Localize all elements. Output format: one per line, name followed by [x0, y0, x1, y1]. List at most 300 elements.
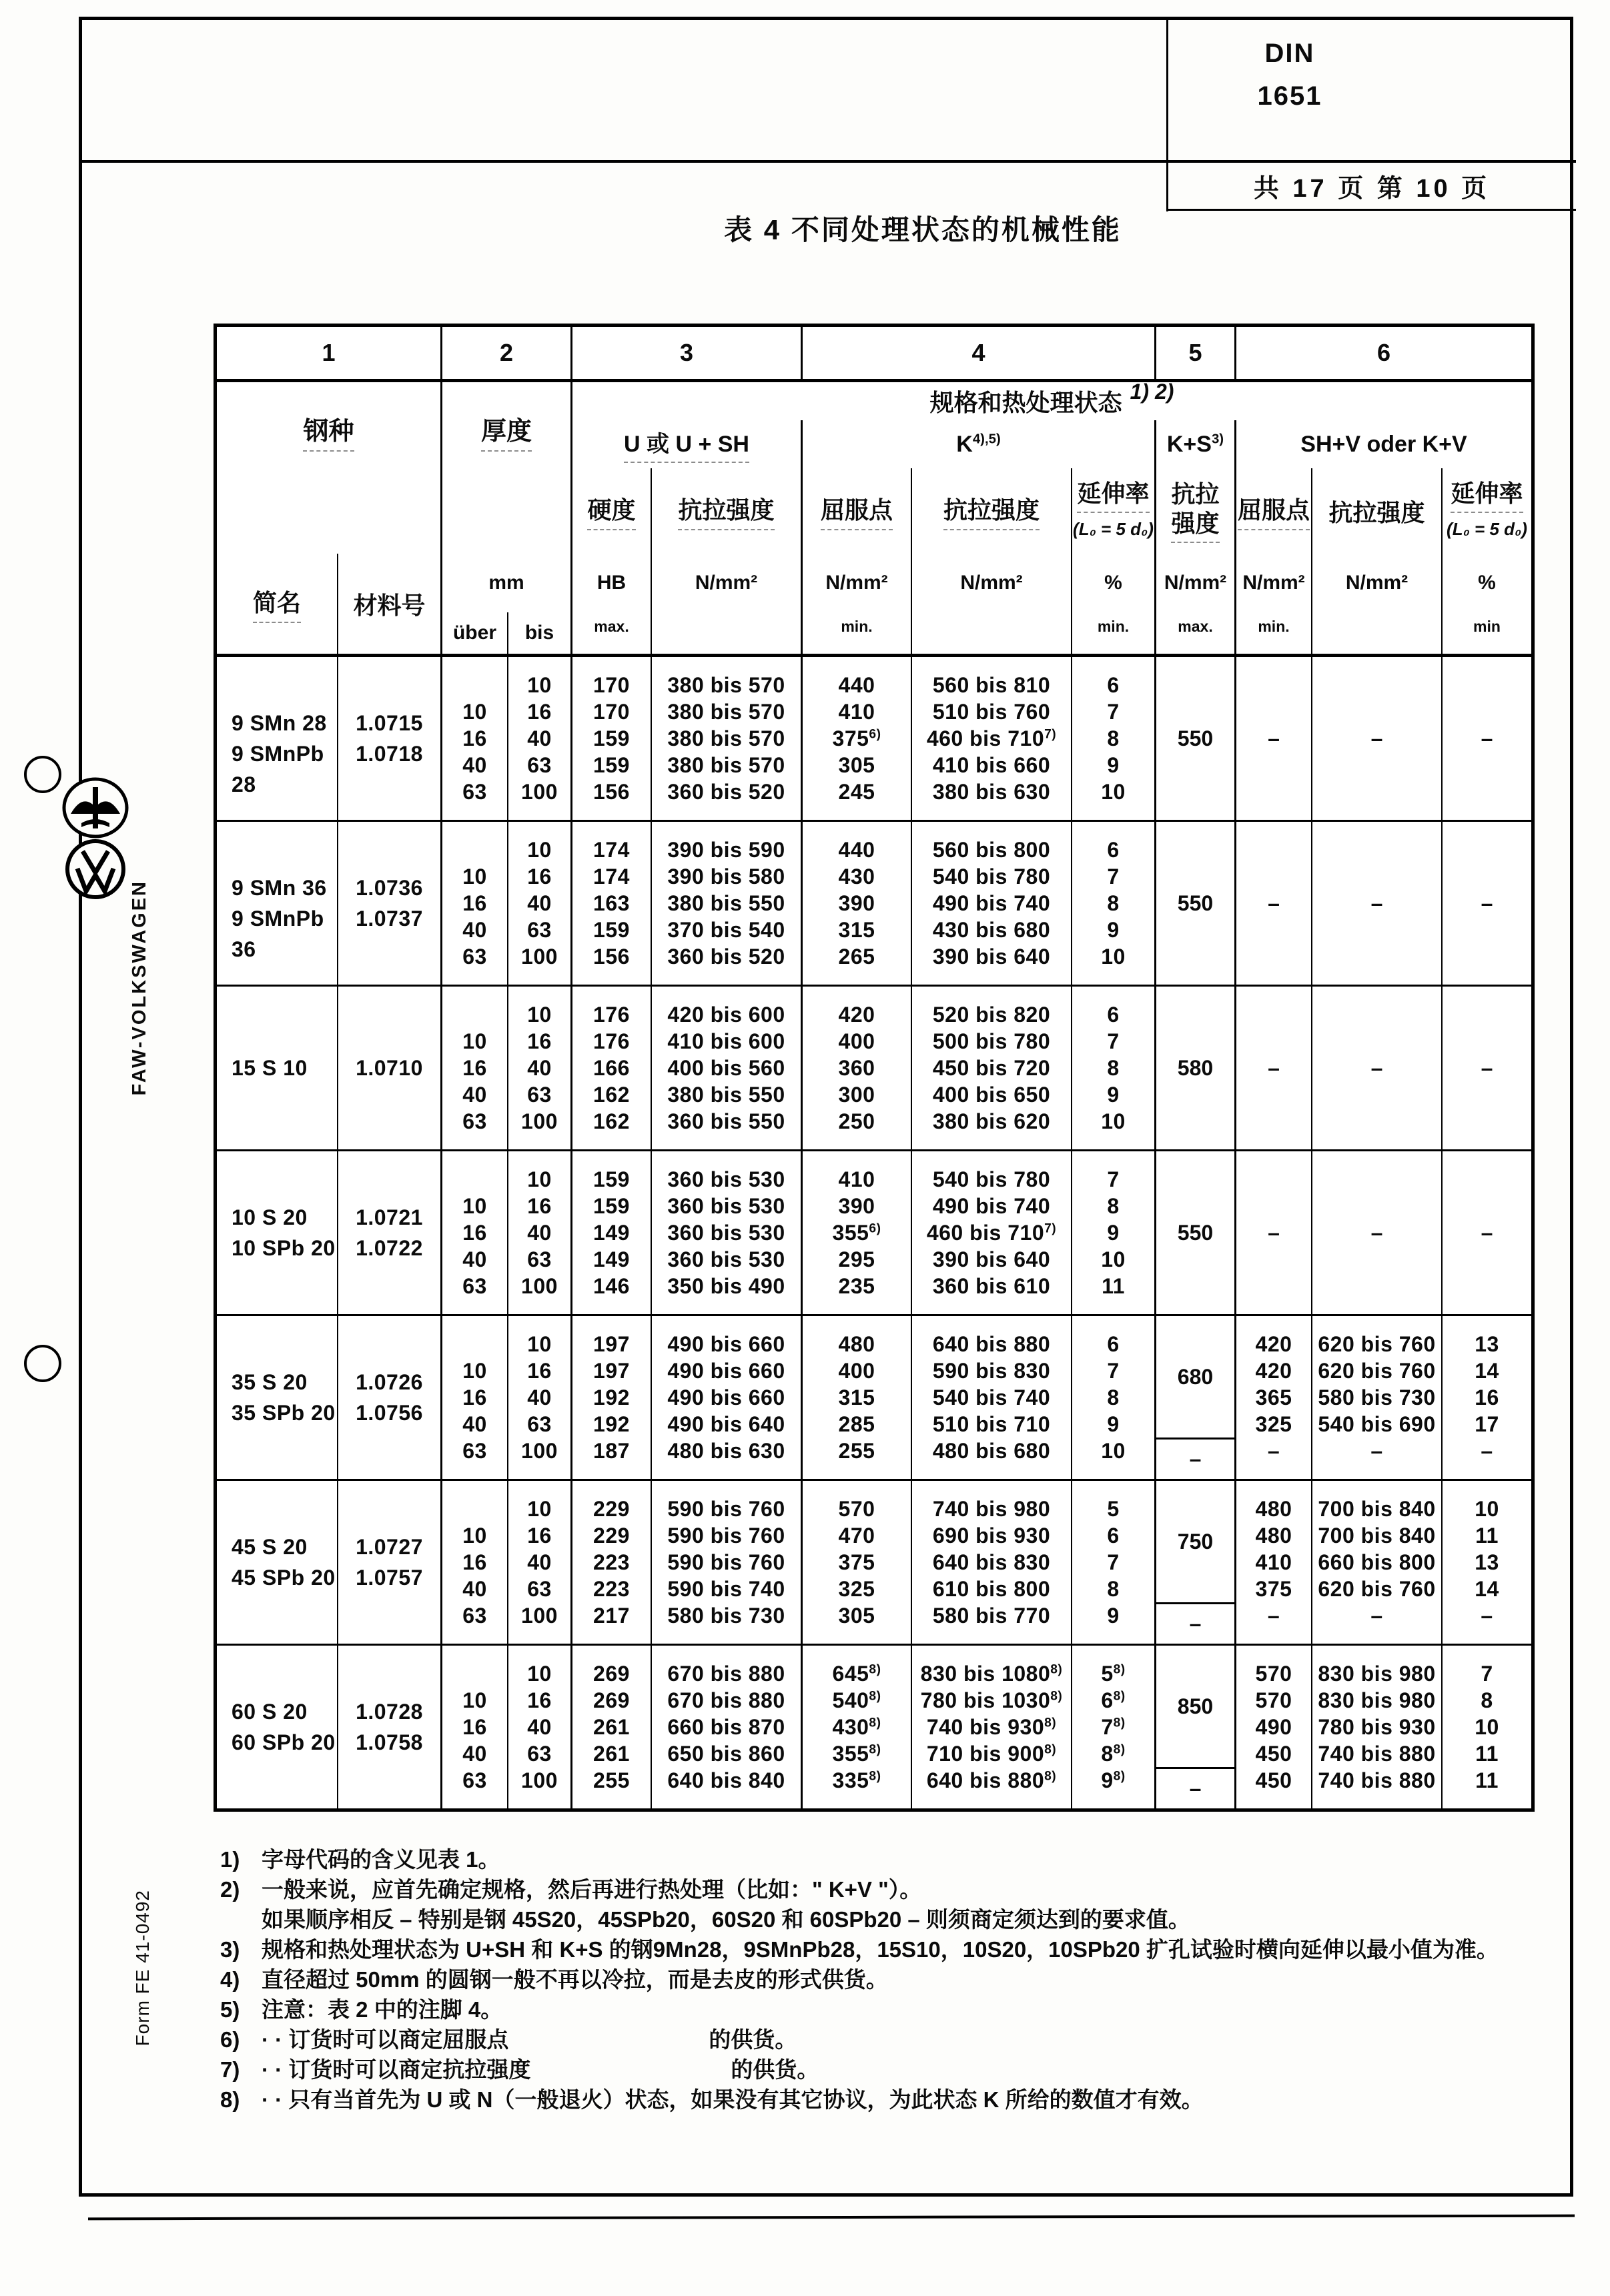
tensile-u-value: 360 bis 530	[667, 1247, 785, 1271]
tensile-k-value: 780 bis 1030$^{8)}$	[920, 1688, 1063, 1712]
bis-value: 16	[527, 1688, 552, 1712]
unit-hb: HB	[570, 554, 651, 612]
ks-tensile-value: 750	[1156, 1481, 1234, 1604]
uber-value: 16	[462, 1056, 487, 1080]
bis-cell	[507, 1316, 570, 1479]
material-no-cell	[337, 1151, 440, 1314]
uber-value	[442, 672, 507, 698]
yield-shv-value: 365	[1255, 1385, 1292, 1409]
uber-cell	[440, 1316, 507, 1479]
unit-pct: %	[1441, 554, 1531, 612]
col-number: 2	[440, 327, 570, 379]
elongation-k-value: 6$^{8)}$	[1101, 1688, 1126, 1712]
header-steel-type: 钢种	[217, 379, 440, 554]
rm_u-cell	[651, 1316, 801, 1479]
hb-cell	[570, 1316, 651, 1479]
rm_u-cell	[651, 1646, 801, 1808]
hardness-value: 156	[593, 780, 630, 804]
yield-k-value: 245	[838, 780, 875, 804]
elongation-k-value: 6	[1107, 838, 1120, 862]
tensile-u-value: 490 bis 660	[667, 1332, 785, 1356]
tensile-u-value: 350 bis 490	[667, 1274, 785, 1298]
unit-mm: mm	[440, 554, 570, 612]
header-thickness: 厚度	[440, 379, 570, 554]
steel-name: 35 S 20	[232, 1370, 308, 1394]
tensile-u-value: 390 bis 590	[667, 838, 785, 862]
page-counter: 共 17 页 第 10 页	[1253, 174, 1491, 203]
limit-min: min.	[801, 612, 911, 654]
yield-k-value: 315	[838, 1385, 875, 1409]
tensile-shv-value-cell	[1311, 1646, 1441, 1808]
uber-value: 40	[462, 918, 487, 942]
footnote-text-tail: 的供货。	[731, 2057, 819, 2082]
bis-value: 16	[527, 1359, 552, 1383]
re_k-cell	[801, 1481, 911, 1644]
steel-name: 35 SPb 20	[232, 1401, 336, 1425]
elongation-shv-value: 10	[1475, 1497, 1499, 1521]
material-number: 1.0756	[356, 1401, 423, 1425]
uber-cell	[440, 657, 507, 820]
yield-k-value: 400	[838, 1029, 875, 1053]
uber-value: 16	[462, 1550, 487, 1574]
header-yield-shv: 屈服点	[1234, 468, 1311, 554]
tensile-k-value: 590 bis 830	[932, 1359, 1051, 1383]
bis-value: 10	[527, 1497, 552, 1521]
bis-value: 10	[527, 1662, 552, 1686]
limit-max: max.	[570, 612, 651, 654]
ks-tensile-cell	[1154, 1151, 1234, 1314]
yield-k-value: 300	[838, 1083, 875, 1107]
yield-k-value: 430	[838, 865, 875, 889]
header-tensile-k: 抗拉强度	[911, 468, 1071, 554]
tensile-shv-value: 740 bis 880	[1318, 1768, 1436, 1792]
header-treatment-k: $K^{4),5)}$	[801, 420, 1154, 468]
steel-name-cell	[217, 1481, 337, 1644]
yield-k-value: 305	[838, 1604, 875, 1628]
hardness-value: 146	[593, 1274, 630, 1298]
tensile-shv-value-cell	[1311, 1316, 1441, 1479]
material-number: 1.0728	[356, 1700, 423, 1724]
bis-value: 16	[527, 1194, 552, 1218]
elongation-k-value: 7	[1107, 1550, 1120, 1574]
yield-k-value: 255	[838, 1439, 875, 1463]
a_k-cell	[1071, 1646, 1154, 1808]
hardness-value: 187	[593, 1439, 630, 1463]
bis-value: 63	[527, 1247, 552, 1271]
yield-k-value: 410	[838, 700, 875, 724]
tensile-k-value: 690 bis 930	[932, 1524, 1051, 1548]
steel-name-cell	[217, 1646, 337, 1808]
uber-value: 40	[462, 1247, 487, 1271]
tensile-shv-value: 620 bis 760	[1318, 1577, 1436, 1601]
uber-value: 16	[462, 1385, 487, 1409]
tensile-k-value: 710 bis 900$^{8)}$	[926, 1742, 1057, 1766]
header-treatment-shv: SH+V oder K+V	[1234, 420, 1531, 468]
elongation-k-value: 7	[1107, 1167, 1120, 1191]
uber-value: 40	[462, 1083, 487, 1107]
footnote-number: 4)	[220, 1967, 240, 1992]
hb-cell	[570, 1481, 651, 1644]
hardness-value: 192	[593, 1412, 630, 1436]
footnote-text: 直径超过 50mm 的圆钢一般不再以冷拉，而是去皮的形式供货。	[262, 1967, 888, 1992]
tensile-k-value: 830 bis 1080$^{8)}$	[920, 1662, 1063, 1686]
tensile-u-value: 490 bis 660	[667, 1359, 785, 1383]
tensile-u-value: 590 bis 760	[667, 1497, 785, 1521]
tensile-k-value: 490 bis 740	[932, 891, 1051, 915]
steel-name: 9 SMn 36	[232, 876, 327, 900]
yield-shv-value-cell	[1234, 1481, 1311, 1644]
hardness-value: 223	[593, 1577, 630, 1601]
elongation-k-value: 8	[1107, 1194, 1120, 1218]
hardness-value: 174	[593, 865, 630, 889]
elongation-k-value: 10	[1101, 1247, 1126, 1271]
hardness-value: 261	[593, 1715, 630, 1739]
yield-shv-value: 375	[1255, 1577, 1292, 1601]
tensile-k-value: 410 bis 660	[932, 753, 1051, 777]
tensile-shv-value: 540 bis 690	[1318, 1412, 1436, 1436]
tensile-shv-value: 620 bis 760	[1318, 1359, 1436, 1383]
rm_u-cell	[651, 1481, 801, 1644]
re_k-cell	[801, 1151, 911, 1314]
tensile-u-value: 360 bis 530	[667, 1194, 785, 1218]
steel-name-cell	[217, 987, 337, 1149]
steel-name-cell	[217, 822, 337, 985]
col-number: 3	[570, 327, 801, 379]
table-title: 表 4 不同处理状态的机械性能	[724, 214, 1122, 245]
tensile-u-value: 650 bis 860	[667, 1742, 785, 1766]
tensile-k-value: 430 bis 680	[932, 918, 1051, 942]
hardness-value: 269	[593, 1662, 630, 1686]
steel-group-row	[217, 820, 1531, 985]
ks-tensile-cell	[1154, 822, 1234, 985]
hardness-value: 197	[593, 1359, 630, 1383]
tensile-u-value: 670 bis 880	[667, 1662, 785, 1686]
yield-shv-dash-cell: –	[1234, 657, 1311, 820]
footnote-text: 一般来说，应首先确定规格，然后再进行热处理（比如：" K+V "）。	[262, 1877, 922, 1902]
hardness-value: 217	[593, 1604, 630, 1628]
col-number: 6	[1234, 327, 1531, 379]
steel-name: 9 SMnPb 36	[232, 907, 324, 961]
rm_u-cell	[651, 657, 801, 820]
uber-value: 16	[462, 891, 487, 915]
rm_k-cell	[911, 1316, 1071, 1479]
tensile-u-value: 590 bis 760	[667, 1550, 785, 1574]
hardness-value: 197	[593, 1332, 630, 1356]
elongation-k-value: 9$^{8)}$	[1101, 1768, 1126, 1792]
a_k-cell	[1071, 822, 1154, 985]
tensile-u-value: 580 bis 730	[667, 1604, 785, 1628]
tensile-u-value: 360 bis 550	[667, 1109, 785, 1133]
bis-value: 10	[527, 1167, 552, 1191]
footnote-text: 规格和热处理状态为 U+SH 和 K+S 的钢9Mn28，9SMnPb28，15S10，10S20，10SPb20 扩孔试验时横向延伸以最小值为准。	[262, 1937, 1499, 1962]
material-number: 1.0757	[356, 1566, 423, 1590]
footnote	[220, 1994, 1561, 2025]
hb-cell	[570, 657, 651, 820]
hardness-value: 176	[593, 1029, 630, 1053]
rm_u-cell	[651, 822, 801, 985]
hardness-value: 159	[593, 753, 630, 777]
yield-k-value: 315	[838, 918, 875, 942]
hardness-value: 223	[593, 1550, 630, 1574]
hardness-value: 170	[593, 700, 630, 724]
uber-value: 10	[462, 1524, 487, 1548]
tensile-shv-value: 660 bis 800	[1318, 1550, 1436, 1574]
bis-value: 10	[527, 1332, 552, 1356]
din-label: DIN	[1264, 39, 1315, 68]
elongation-k-value: 6	[1107, 673, 1120, 697]
re_k-cell	[801, 657, 911, 820]
ks-tensile-dash: –	[1189, 1776, 1202, 1800]
bis-value: 100	[521, 1604, 558, 1628]
footnote	[220, 2025, 1561, 2055]
bis-value: 100	[521, 1768, 558, 1792]
uber-value: 63	[462, 1604, 487, 1628]
material-no-cell	[337, 1481, 440, 1644]
footnote-text-tail: 的供货。	[709, 2027, 797, 2052]
tensile-k-value: 610 bis 800	[932, 1577, 1051, 1601]
elongation-shv-value: 11	[1475, 1742, 1499, 1766]
yield-k-value: 335$^{8)}$	[832, 1768, 881, 1792]
tensile-k-value: 380 bis 620	[932, 1109, 1051, 1133]
bis-cell	[507, 657, 570, 820]
material-number: 1.0718	[356, 742, 423, 766]
tensile-k-value: 520 bis 820	[932, 1003, 1051, 1027]
yield-shv-value: 450	[1255, 1768, 1292, 1792]
footnote-gap	[508, 2025, 709, 2055]
bottom-scan-line	[88, 2215, 1575, 2221]
steel-name: 45 SPb 20	[232, 1566, 336, 1590]
tensile-u-value: 480 bis 630	[667, 1439, 785, 1463]
uber-value	[442, 1166, 507, 1193]
yield-shv-value: 450	[1255, 1742, 1292, 1766]
footnote-number: 2)	[220, 1877, 240, 1902]
material-number: 1.0736	[356, 876, 423, 900]
uber-value: 40	[462, 753, 487, 777]
uber-value: 40	[462, 1412, 487, 1436]
yield-shv-value: –	[1267, 1604, 1280, 1628]
yield-k-value: 430$^{8)}$	[832, 1715, 881, 1739]
elongation-k-value: 10	[1101, 780, 1126, 804]
uber-value	[442, 1496, 507, 1522]
tensile-u-value: 590 bis 760	[667, 1524, 785, 1548]
tensile-k-value: 460 bis 710$^{7)}$	[926, 726, 1057, 750]
header-tensile-ks: 抗拉 强度	[1154, 468, 1234, 554]
hardness-value: 163	[593, 891, 630, 915]
bis-value: 100	[521, 1109, 558, 1133]
steel-group-row	[217, 985, 1531, 1149]
yield-k-value: 540$^{8)}$	[832, 1688, 881, 1712]
bis-value: 100	[521, 945, 558, 969]
punch-hole-icon	[24, 756, 61, 793]
limit-min: min	[1441, 612, 1531, 654]
yield-shv-value: 420	[1255, 1359, 1292, 1383]
yield-k-value: 285	[838, 1412, 875, 1436]
ks-tensile-cell	[1154, 987, 1234, 1149]
tensile-k-value: 480 bis 680	[932, 1439, 1051, 1463]
uber-cell	[440, 987, 507, 1149]
steel-group-row	[217, 1479, 1531, 1644]
uber-value: 63	[462, 1439, 487, 1463]
bis-value: 10	[527, 673, 552, 697]
tensile-u-value: 400 bis 560	[667, 1056, 785, 1080]
bis-value: 16	[527, 1029, 552, 1053]
tensile-k-value: 390 bis 640	[932, 945, 1051, 969]
hardness-value: 229	[593, 1497, 630, 1521]
elongation-k-value: 8	[1107, 891, 1120, 915]
hardness-value: 159	[593, 1167, 630, 1191]
bis-cell	[507, 1646, 570, 1808]
rm_k-cell	[911, 1646, 1071, 1808]
footnote-text: 如果顺序相反 – 特别是钢 45S20，45SPb20，60S20 和 60SPb20 – 则须商定须达到的要求值。	[262, 1907, 1190, 1932]
limit-empty	[651, 612, 801, 654]
material-number: 1.0737	[356, 907, 423, 931]
rm_k-cell	[911, 822, 1071, 985]
footnote-text: 注意：表 2 中的注脚 4。	[262, 1997, 503, 2022]
limit-min: min.	[1071, 612, 1154, 654]
table-header	[217, 327, 1531, 654]
re_k-cell	[801, 1316, 911, 1479]
unit-nmm2: N/mm²	[911, 554, 1071, 612]
rm_u-cell	[651, 987, 801, 1149]
tensile-k-value: 540 bis 740	[932, 1385, 1051, 1409]
tensile-shv-dash-cell: –	[1311, 822, 1441, 985]
elongation-k-value: 6	[1107, 1524, 1120, 1548]
uber-value: 10	[462, 1688, 487, 1712]
material-number: 1.0715	[356, 711, 423, 735]
tensile-k-value: 380 bis 630	[932, 780, 1051, 804]
tensile-u-value: 390 bis 580	[667, 865, 785, 889]
ks-tensile-dash: –	[1189, 1612, 1202, 1636]
elongation-k-value: 8	[1107, 1577, 1120, 1601]
elongation-shv-value: 13	[1475, 1332, 1499, 1356]
punch-hole-icon	[24, 1345, 61, 1382]
tensile-shv-value: 620 bis 760	[1318, 1332, 1436, 1356]
tensile-k-value: 640 bis 880	[932, 1332, 1051, 1356]
yield-k-value: 570	[838, 1497, 875, 1521]
limit-empty	[1311, 612, 1441, 654]
hardness-value: 261	[593, 1742, 630, 1766]
tensile-shv-value: 780 bis 930	[1318, 1715, 1436, 1739]
yield-shv-value: 570	[1255, 1688, 1292, 1712]
unit-pct: %	[1071, 554, 1154, 612]
tensile-k-value: 490 bis 740	[932, 1194, 1051, 1218]
col-number: 5	[1154, 327, 1234, 379]
yield-k-value: 375	[838, 1550, 875, 1574]
elongation-shv-dash-cell: –	[1441, 987, 1531, 1149]
hardness-value: 166	[593, 1056, 630, 1080]
tensile-k-value: 740 bis 980	[932, 1497, 1051, 1521]
footnote-number: 7)	[220, 2057, 240, 2082]
tensile-shv-value: 700 bis 840	[1318, 1497, 1436, 1521]
tensile-u-value: 380 bis 570	[667, 726, 785, 750]
bis-value: 40	[527, 1550, 552, 1574]
yield-shv-value: 325	[1255, 1412, 1292, 1436]
bis-cell	[507, 822, 570, 985]
elongation-shv-dash-cell: –	[1441, 822, 1531, 985]
yield-k-value: 390	[838, 891, 875, 915]
header-tensile-shv: 抗拉强度	[1311, 468, 1441, 554]
footnote-text: · · 订货时可以商定屈服点	[262, 2027, 509, 2052]
elongation-shv-dash-cell: –	[1441, 657, 1531, 820]
material-no-cell	[337, 987, 440, 1149]
elongation-k-value: 7	[1107, 865, 1120, 889]
tensile-k-value: 560 bis 810	[932, 673, 1051, 697]
tensile-shv-value: –	[1370, 1604, 1383, 1628]
tensile-u-value: 380 bis 550	[667, 891, 785, 915]
tensile-shv-value-cell	[1311, 1481, 1441, 1644]
elongation-k-value: 5$^{8)}$	[1101, 1662, 1126, 1686]
uber-value	[442, 1001, 507, 1028]
elongation-shv-value-cell	[1441, 1481, 1531, 1644]
elongation-shv-value-cell	[1441, 1316, 1531, 1479]
elongation-k-value: 10	[1101, 1439, 1126, 1463]
footnote-text: · · 订货时可以商定抗拉强度	[262, 2057, 531, 2082]
tensile-u-value: 360 bis 520	[667, 780, 785, 804]
hb-cell	[570, 822, 651, 985]
material-no-cell	[337, 657, 440, 820]
hardness-value: 269	[593, 1688, 630, 1712]
tensile-u-value: 370 bis 540	[667, 918, 785, 942]
tensile-u-value: 380 bis 550	[667, 1083, 785, 1107]
uber-value: 16	[462, 1221, 487, 1245]
col-number: 1	[322, 339, 336, 366]
bis-value: 63	[527, 1577, 552, 1601]
form-number-vertical-text	[128, 1858, 157, 2078]
elongation-shv-value: 16	[1475, 1385, 1499, 1409]
tensile-k-value: 390 bis 640	[932, 1247, 1051, 1271]
bis-value: 63	[527, 1412, 552, 1436]
elongation-k-value: 6	[1107, 1332, 1120, 1356]
bis-value: 40	[527, 1221, 552, 1245]
tensile-shv-dash-cell: –	[1311, 1151, 1441, 1314]
din-number: 1651	[1257, 81, 1322, 111]
yield-shv-value-cell	[1234, 1316, 1311, 1479]
ks-tensile-value: 550	[1177, 1220, 1214, 1245]
tensile-u-value: 420 bis 600	[667, 1003, 785, 1027]
uber-cell	[440, 1646, 507, 1808]
header-yield-k: 屈服点	[801, 468, 911, 554]
tensile-k-value: 360 bis 610	[932, 1274, 1051, 1298]
handwritten-footnote-marks: 1) 2)	[1130, 380, 1174, 404]
material-no-cell	[337, 1646, 440, 1808]
elongation-k-value: 8	[1107, 1385, 1120, 1409]
yield-k-value: 355$^{6)}$	[832, 1221, 881, 1245]
elongation-shv-value: 7	[1481, 1662, 1493, 1686]
limit-max: max.	[1154, 612, 1234, 654]
yield-k-value: 250	[838, 1109, 875, 1133]
footnote-number: 6)	[220, 2027, 240, 2052]
tensile-shv-dash-cell: –	[1311, 987, 1441, 1149]
hardness-value: 149	[593, 1247, 630, 1271]
yield-k-value: 325	[838, 1577, 875, 1601]
ks-tensile-dash: –	[1189, 1447, 1202, 1471]
yield-shv-value: 480	[1255, 1524, 1292, 1548]
uber-value: 16	[462, 726, 487, 750]
elongation-k-value: 9	[1107, 1604, 1120, 1628]
ks-tensile-cell	[1154, 1316, 1234, 1479]
header-short-name: 简名	[217, 554, 337, 654]
header-elongation-shv: 延伸率 (L₀ = 5 d₀)	[1441, 468, 1531, 554]
hardness-value: 159	[593, 1194, 630, 1218]
header-spec-heat: 规格和热处理状态 1) 2)	[570, 379, 1531, 420]
tensile-u-value: 660 bis 870	[667, 1715, 785, 1739]
elongation-k-value: 7	[1107, 1029, 1120, 1053]
tensile-u-value: 360 bis 530	[667, 1221, 785, 1245]
steel-group-row	[217, 1149, 1531, 1314]
a_k-cell	[1071, 1316, 1154, 1479]
bis-value: 63	[527, 1742, 552, 1766]
tensile-shv-value: 580 bis 730	[1318, 1385, 1436, 1409]
